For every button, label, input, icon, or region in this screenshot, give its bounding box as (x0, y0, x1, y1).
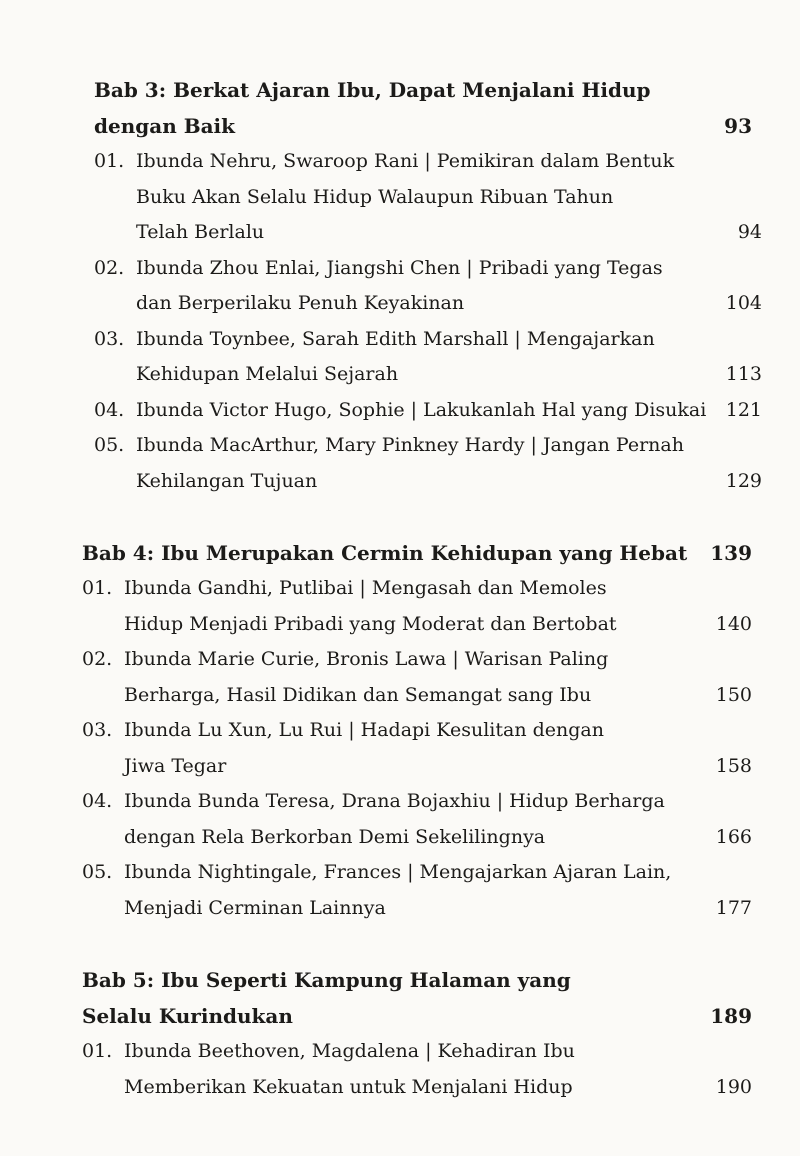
toc-entry-line (82, 784, 752, 820)
chapter-title-text: Bab 3: Berkat Ajaran Ibu, Dapat Menjalani Hidup (94, 78, 651, 102)
entry-text: Kehilangan Tujuan (136, 469, 318, 492)
toc-entry-line (82, 891, 752, 927)
toc-entry-line (94, 393, 762, 429)
toc-entry-line (94, 357, 762, 393)
chapter-title-line (82, 535, 752, 571)
toc-entry-line (94, 464, 762, 500)
toc-entry (82, 251, 762, 322)
chapter-section (82, 535, 752, 926)
entry-number: 05. (94, 434, 125, 456)
entry-text: Ibunda Nightingale, Frances | Mengajarkan Ajaran Lain, (124, 861, 672, 883)
entry-text: Telah Berlalu (136, 221, 265, 243)
entry-page-number: 158 (715, 754, 752, 777)
chapter-title-line (82, 108, 752, 144)
chapter-page-number: 93 (724, 114, 752, 138)
toc-entry-line (82, 607, 752, 643)
toc-entry (82, 713, 752, 784)
entry-text: Ibunda Gandhi, Putlibai | Mengasah dan Memoles (124, 577, 607, 599)
entry-page-number: 94 (737, 221, 762, 243)
toc-entry (82, 428, 762, 499)
chapter-section (82, 962, 752, 1105)
toc-entry (82, 322, 762, 393)
toc-entry-line (82, 713, 752, 749)
entry-text: Ibunda Lu Xun, Lu Rui | Hadapi Kesulitan dengan (124, 719, 604, 741)
entry-text: Memberikan Kekuatan untuk Menjalani Hidup (124, 1075, 573, 1098)
chapter-title-line (82, 962, 752, 998)
chapter-title-text: Bab 4: Ibu Merupakan Cermin Kehidupan yang Hebat (82, 541, 688, 565)
entry-number: 02. (94, 256, 125, 279)
entry-text: Menjadi Cerminan Lainnya (124, 896, 386, 919)
toc-entry-line (94, 322, 752, 358)
chapter-page-number: 139 (710, 541, 752, 565)
toc-entry-line (94, 428, 752, 464)
entry-text: Buku Akan Selalu Hidup Walaupun Ribuan Tahun (136, 185, 614, 208)
entry-text: dan Berperilaku Penuh Keyakinan (136, 292, 465, 314)
chapter-title-text: dengan Baik (94, 114, 236, 138)
entry-text: Jiwa Tegar (124, 754, 227, 777)
toc-entry (82, 642, 752, 713)
entry-text: Ibunda MacArthur, Mary Pinkney Hardy | Jangan Pernah (136, 434, 684, 456)
entry-number: 03. (94, 327, 125, 350)
entry-page-number: 140 (715, 612, 752, 635)
entry-page-number: 177 (715, 896, 752, 919)
entry-text: Ibunda Zhou Enlai, Jiangshi Chen | Pribadi yang Tegas (136, 256, 663, 279)
toc-entry-line (82, 820, 752, 856)
entry-text: Ibunda Bunda Teresa, Drana Bojaxhiu | Hidup Berharga (124, 790, 665, 812)
toc-entry-line (82, 678, 752, 714)
entry-number: 01. (82, 1040, 113, 1062)
entry-page-number: 104 (725, 292, 762, 314)
chapter-title-text: Bab 5: Ibu Seperti Kampung Halaman yang (82, 968, 571, 992)
toc-entry-line (94, 215, 762, 251)
toc-entry (82, 571, 752, 642)
entry-text: Ibunda Marie Curie, Bronis Lawa | Warisan Paling (124, 648, 609, 670)
entry-number: 01. (82, 577, 113, 599)
toc-entry-line (82, 1070, 752, 1106)
toc-entry-line (82, 1034, 752, 1070)
toc-entry (82, 144, 762, 251)
chapter-title-line (82, 72, 752, 108)
entry-text: Ibunda Toynbee, Sarah Edith Marshall | Mengajarkan (136, 327, 655, 350)
entry-page-number: 129 (725, 469, 762, 492)
entry-text: Ibunda Nehru, Swaroop Rani | Pemikiran dalam Bentuk (136, 150, 675, 172)
chapter-title-text: Selalu Kurindukan (82, 1004, 293, 1028)
toc-entry (82, 393, 762, 429)
entry-number: 04. (94, 398, 125, 421)
chapter-page-number: 189 (710, 1004, 752, 1028)
chapter-title-line (82, 998, 752, 1034)
toc-entry-line (94, 286, 762, 322)
toc-entry-line (94, 180, 752, 216)
entry-text: Ibunda Victor Hugo, Sophie | Lakukanlah Hal yang Disukai (136, 398, 707, 421)
entry-page-number: 190 (715, 1075, 752, 1098)
entry-text: Ibunda Beethoven, Magdalena | Kehadiran Ibu (124, 1040, 575, 1062)
entry-text: Kehidupan Melalui Sejarah (136, 363, 399, 385)
toc-entry-line (82, 642, 752, 678)
entry-page-number: 150 (715, 683, 752, 706)
entry-text: Berharga, Hasil Didikan dan Semangat sang Ibu (124, 683, 592, 706)
entry-number: 04. (82, 790, 113, 812)
entry-page-number: 166 (715, 825, 752, 848)
entry-number: 05. (82, 861, 113, 883)
toc-entry (82, 1034, 752, 1105)
toc-entry-line (82, 749, 752, 785)
chapter-section (82, 72, 762, 499)
toc-entry-line (82, 855, 752, 891)
toc-entry-line (94, 251, 752, 287)
entry-number: 01. (94, 150, 125, 172)
toc-entry-line (82, 571, 752, 607)
entry-page-number: 113 (725, 363, 762, 385)
table-of-contents (82, 72, 762, 1105)
toc-entry-line (94, 144, 752, 180)
entry-number: 03. (82, 719, 113, 741)
toc-entry (82, 784, 752, 855)
entry-text: Hidup Menjadi Pribadi yang Moderat dan Bertobat (124, 612, 617, 635)
toc-entry (82, 855, 752, 926)
entry-number: 02. (82, 648, 113, 670)
entry-page-number: 121 (725, 398, 762, 421)
entry-text: dengan Rela Berkorban Demi Sekelilingnya (124, 825, 546, 848)
